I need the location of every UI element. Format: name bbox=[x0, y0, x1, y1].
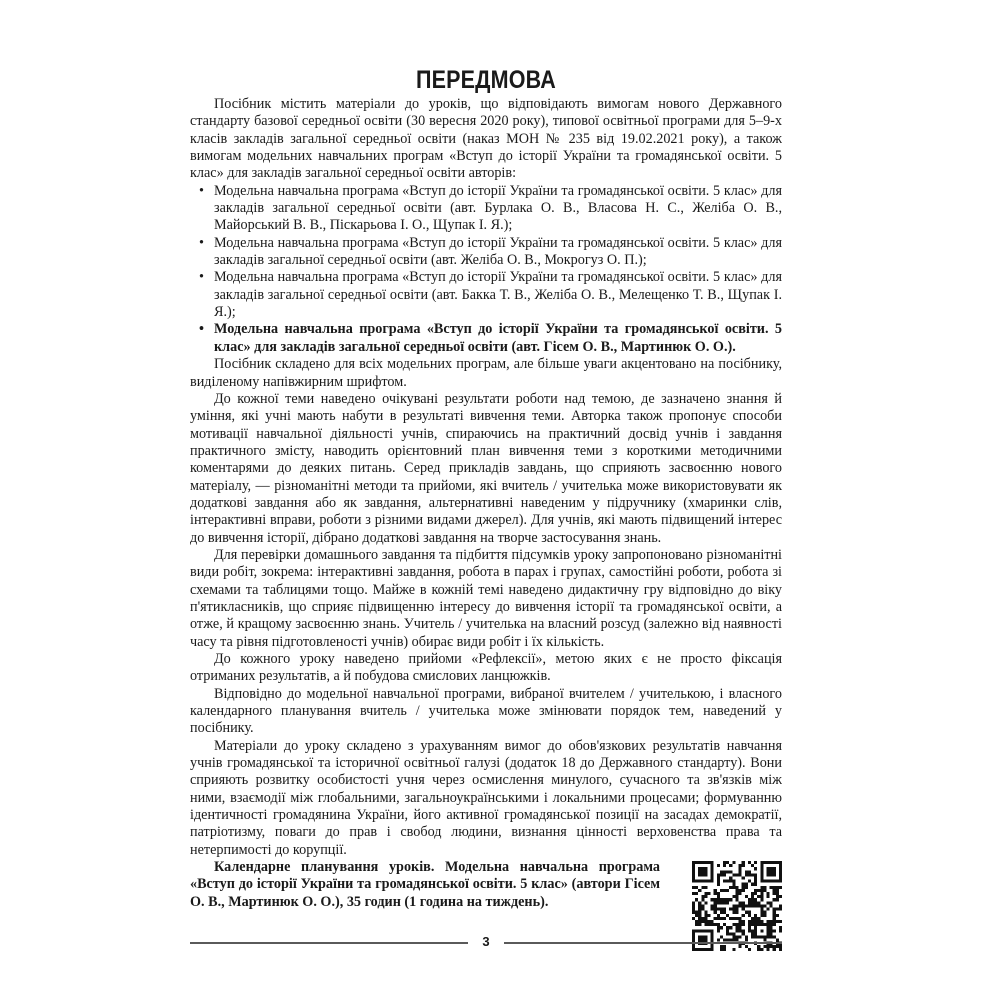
list-item: • Модельна навчальна програма «Вступ до історії України та громадянської освіти. 5 клас» для закладів загальної середньої освіти (авт. Бакка Т. В., Желіба О. В., Мелещенко Т. В., Щупак І. Я.); bbox=[190, 269, 782, 321]
body-text bbox=[190, 96, 782, 911]
paragraph: Відповідно до модельної навчальної програми, вибраної вчителем / учителькою, і власного календарного планування вчитель / учителька може змінювати порядок тем, наведений у посібнику. bbox=[190, 685, 782, 737]
footer-divider-right bbox=[504, 942, 782, 944]
page-number: 3 bbox=[482, 934, 490, 949]
list-item: • Модельна навчальна програма «Вступ до історії України та громадянської освіти. 5 клас» для закладів загальної середньої освіти (авт. Желіба О. В., Мокрогуз О. П.); bbox=[190, 235, 782, 270]
calendar-block bbox=[190, 859, 782, 911]
intro-paragraph: Посібник містить матеріали до уроків, що відповідають вимогам нового Державного стандарту базової середньої освіти (30 вересня 2020 року), типової освітньої програми для 5–9-х класів закладів загальної середньої освіти (наказ МОН № 235 від 19.02.2021 року), а також вимогам модельних навчальних програм «Вступ до історії України та громадянської освіти. 5 клас» для закладів загальної середньої освіти авторів: bbox=[190, 96, 782, 182]
page-content bbox=[190, 66, 782, 911]
paragraph: Посібник складено для всіх модельних програм, але більше уваги акцентовано на посібнику, виділеному напівжирним шрифтом. bbox=[190, 356, 782, 390]
calendar-note: Календарне планування уроків. Модельна навчальна програма «Вступ до історії України та громадянської освіти. 5 клас» (автори Гісем О. В., Мартинюк О. О.), 35 годин (1 година на тиждень). bbox=[190, 859, 660, 910]
page-title: ПЕРЕДМОВА bbox=[416, 66, 556, 94]
paragraph: До кожної теми наведено очікувані результати роботи над темою, де зазначено знання й уміння, які учні мають набути в результаті вивчення теми. Авторка також пропонує способи мотивації навчальної діяльності учнів, спираючись на практичний досвід учнів і завдання практичного змісту, наводить орієнтовний план вивчення теми з короткими методичними коментарями до деяких питань. Серед прикладів завдань, що сприяють засвоєнню нового матеріалу, — різноманітні методи та прийоми, які вчитель / учителька може використовувати як додаткові завдання або як завдання, альтернативні наведеним у підручнику (хмаринки слів, інтерактивні вправи, роботи з різними видами джерел). Для учнів, які мають підвищений інтерес до вивчення історії, дібрано додаткові завдання на творче застосування знань. bbox=[190, 390, 782, 546]
paragraph: Матеріали до уроку складено з урахуванням вимог до обов'язкових результатів навчання учнів громадянської та історичної освітньої галузі (додаток 18 до Державного стандарту). Вони сприяють розвитку особистості учня через осмислення минулого, сучасного та зв'язків між ними, взаємодії між глобальними, загальноукраїнськими і локальними процесами; формуванню ідентичності громадянина України, його активної громадянської позиції на засадах демократії, патріотизму, поваги до прав і свобод людини, визнання цінності верховенства права та нетерпимості до корупції. bbox=[190, 737, 782, 858]
program-list bbox=[190, 183, 782, 356]
paragraph: Для перевірки домашнього завдання та підбиття підсумків уроку запропоновано різноманітні види робіт, зокрема: інтерактивні завдання, робота в парах і групах, самостійні роботи, робота зі схемами та таблицями тощо. Майже в кожній темі наведено дидактичну гру відповідно до віку п'ятикласників, що сприяє підвищенню інтересу до вивчення історії та громадянської освіти, а отже, й кращому засвоєнню знань. Учитель / учителька на власний розсуд (залежно від наявності часу та рівня підготовленості учнів) обирає види робіт і їх кількість. bbox=[190, 546, 782, 650]
page-footer bbox=[190, 932, 782, 952]
list-item: • Модельна навчальна програма «Вступ до історії України та громадянської освіти. 5 клас» для закладів загальної середньої освіти (авт. Бурлака О. В., Власова Н. С., Желіба О. В., Майорський В. В., Піскарьова І. О., Щупак І. Я.); bbox=[190, 183, 782, 235]
paragraph: До кожного уроку наведено прийоми «Рефлексії», метою яких є не просто фіксація отриманих результатів, а й побудова смислових ланцюжків. bbox=[190, 651, 782, 685]
list-item-highlighted: • Модельна навчальна програма «Вступ до історії України та громадянської освіти. 5 клас» для закладів загальної середньої освіти (авт. Гісем О. В., Мартинюк О. О.). bbox=[190, 321, 782, 356]
